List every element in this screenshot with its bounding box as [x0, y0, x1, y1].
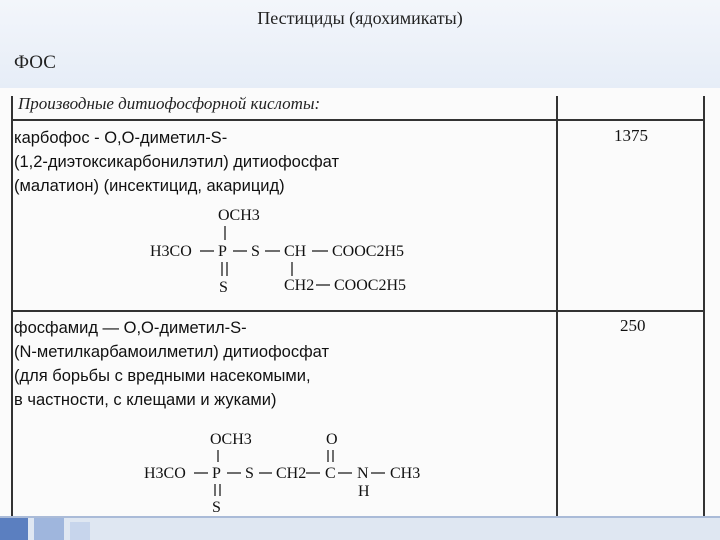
footer-accent-block-1: [0, 518, 28, 540]
row-1-value: 1375: [614, 126, 648, 145]
formula-2-c: C: [325, 465, 336, 482]
footer-accent-block-2: [34, 518, 64, 540]
row-1-line-1: карбофос - O,O-диметил-S-: [14, 129, 228, 147]
formula-2-ch3: CH3: [390, 465, 421, 482]
row-2-line-3: (для борьбы с вредными насекомыми,: [14, 367, 311, 385]
formula-1-ch2: CH2: [284, 277, 315, 294]
table-header: Производные дитиофосфорной кислоты:: [18, 94, 321, 113]
formula-2-s-double: S: [212, 499, 221, 516]
formula-2-och3: OCH3: [210, 431, 252, 448]
formula-1-cooc2h5-2: COOC2H5: [334, 277, 407, 294]
row-2-line-1: фосфамид — O,O-диметил-S-: [14, 319, 247, 337]
formula-1-och3: OCH3: [218, 207, 260, 224]
formula-1-ch: CH: [284, 243, 307, 260]
formula-2-n: N: [357, 465, 369, 482]
formula-2-p: P: [212, 465, 221, 482]
formula-2-o-top: O: [326, 431, 338, 448]
formula-1-cooc2h5-1: COOC2H5: [332, 243, 405, 260]
slide-title: Пестициды (ядохимикаты): [257, 8, 463, 28]
row-2-line-4: в частности, с клещами и жуками): [14, 391, 277, 409]
row-2-line-2: (N-метилкарбамоилметил) дитиофосфат: [14, 343, 330, 361]
formula-1-s-double: S: [219, 279, 228, 296]
formula-2-h: H: [358, 483, 370, 500]
formula-1-s-link: S: [251, 243, 260, 260]
formula-2-s-link: S: [245, 465, 254, 482]
formula-2-ch2: CH2: [276, 465, 307, 482]
row-1-line-3: (малатион) (инсектицид, акарицид): [14, 177, 285, 195]
footer-accent-block-3: [70, 522, 90, 540]
row-2-value: 250: [620, 316, 646, 335]
formula-1-h3co: H3CO: [150, 243, 192, 260]
formula-1-p: P: [218, 243, 227, 260]
formula-2-h3co: H3CO: [144, 465, 186, 482]
footer-bar: [0, 518, 720, 540]
section-label: ФОС: [14, 52, 56, 73]
row-1-line-2: (1,2-диэтоксикарбонилэтил) дитиофосфат: [14, 153, 340, 171]
